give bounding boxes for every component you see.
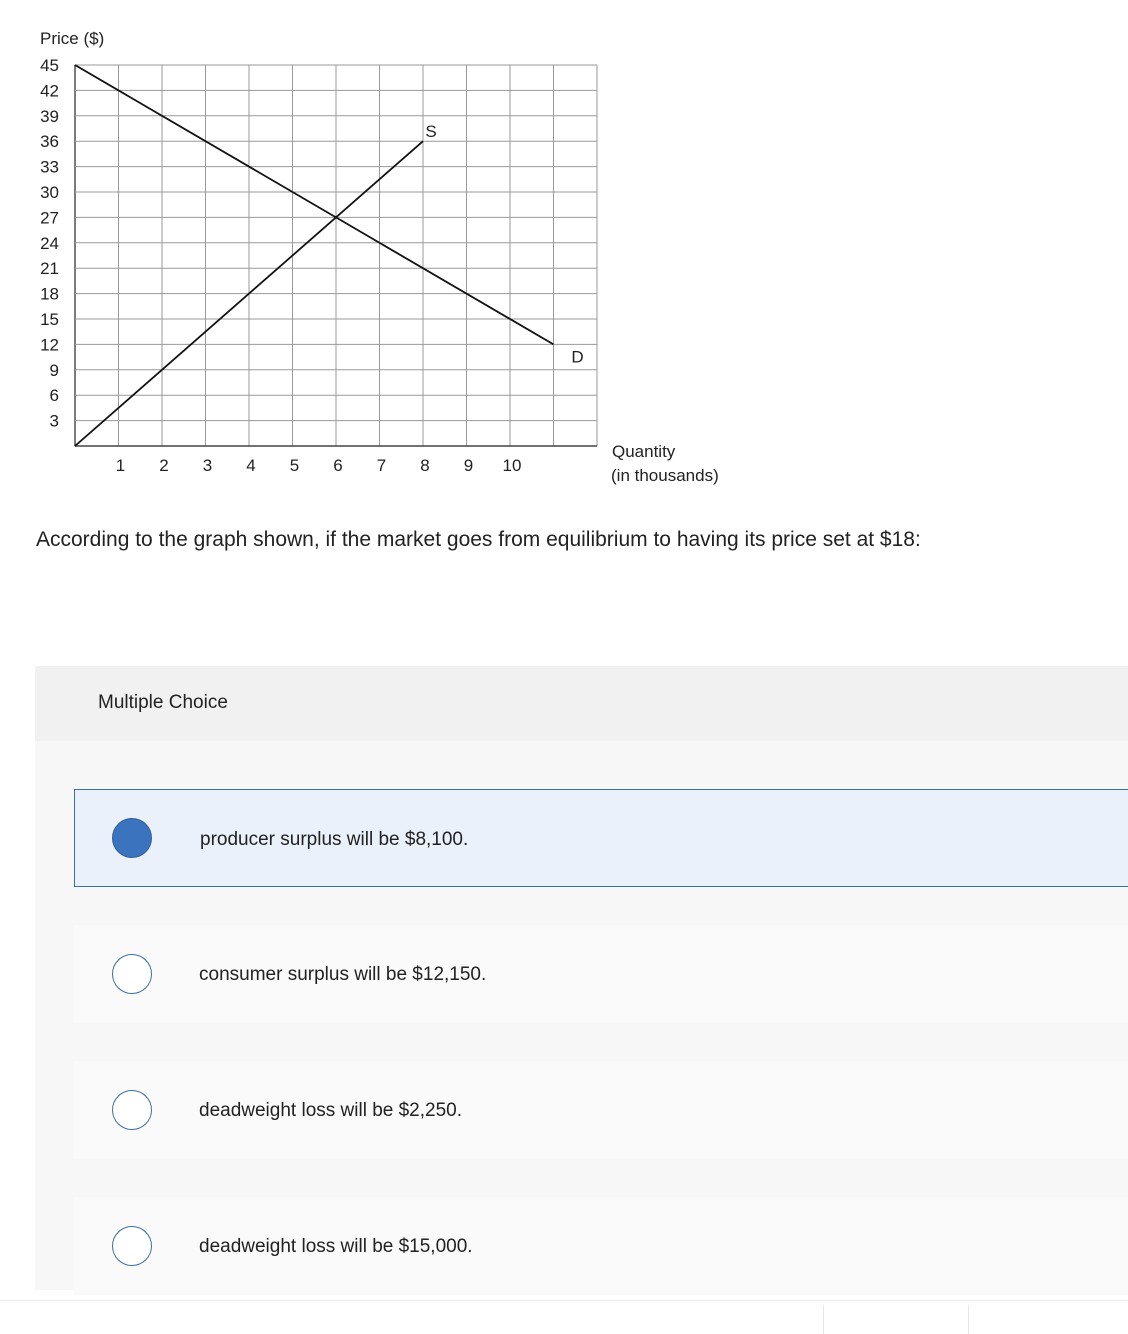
x-tick-label: 10 — [502, 456, 522, 475]
y-tick-labels — [40, 56, 59, 431]
y-tick-label: 21 — [40, 259, 59, 279]
x-tick-label: 2 — [159, 456, 169, 475]
question-text: According to the graph shown, if the market goes from equilibrium to having its price set at $18: — [36, 528, 921, 551]
x-tick-label: 6 — [333, 456, 343, 475]
y-tick-label: 33 — [40, 157, 59, 177]
demand-curve-label: D — [571, 347, 584, 367]
multiple-choice-panel — [35, 666, 1128, 1290]
chart-grid — [75, 65, 597, 446]
x-tick-labels — [116, 456, 522, 475]
x-tick-label: 9 — [463, 456, 474, 475]
y-tick-label: 39 — [40, 106, 59, 126]
footer-separator — [968, 1305, 969, 1334]
y-tick-label: 15 — [40, 310, 59, 329]
x-axis-sublabel: (in thousands) — [611, 466, 719, 485]
answer-option-label: consumer surplus will be $12,150. — [199, 964, 487, 985]
y-tick-label: 36 — [40, 132, 59, 152]
radio-unselected-icon[interactable] — [112, 1090, 152, 1130]
footer-separator — [823, 1305, 824, 1334]
y-tick-label: 6 — [49, 386, 59, 406]
radio-selected-icon[interactable] — [112, 818, 152, 858]
supply-demand-chart — [0, 0, 760, 500]
y-tick-label: 27 — [40, 208, 59, 228]
answer-option-label: producer surplus will be $8,100. — [200, 829, 469, 850]
x-tick-label: 3 — [202, 456, 213, 475]
y-tick-label: 30 — [40, 183, 59, 202]
multiple-choice-header — [35, 666, 1128, 741]
radio-unselected-icon[interactable] — [112, 1226, 152, 1266]
y-tick-label: 9 — [49, 360, 59, 380]
radio-unselected-icon[interactable] — [112, 954, 152, 994]
answer-option[interactable] — [74, 925, 1128, 1023]
answer-option-label: deadweight loss will be $15,000. — [199, 1236, 473, 1257]
y-tick-label: 3 — [49, 411, 59, 431]
answer-option[interactable] — [74, 1061, 1128, 1159]
y-tick-label: 12 — [40, 335, 59, 355]
chart-lines — [75, 65, 584, 446]
x-tick-label: 8 — [420, 456, 430, 475]
answer-option[interactable] — [74, 1197, 1128, 1295]
demand-curve — [75, 65, 554, 344]
y-tick-label: 45 — [40, 56, 59, 75]
answer-option-label: deadweight loss will be $2,250. — [199, 1100, 463, 1121]
footer-divider — [0, 1300, 1128, 1301]
answer-option[interactable] — [74, 789, 1128, 887]
supply-curve-label: S — [425, 122, 437, 142]
x-tick-label: 5 — [289, 456, 300, 475]
x-axis-label: Quantity — [612, 442, 676, 461]
y-tick-label: 42 — [40, 81, 59, 101]
y-tick-label: 18 — [40, 284, 59, 304]
y-axis-label: Price ($) — [40, 29, 105, 48]
x-tick-label: 4 — [246, 456, 256, 475]
y-tick-label: 24 — [40, 233, 59, 253]
x-tick-label: 1 — [115, 456, 126, 475]
multiple-choice-label: Multiple Choice — [98, 692, 228, 713]
x-tick-label: 7 — [376, 456, 387, 475]
